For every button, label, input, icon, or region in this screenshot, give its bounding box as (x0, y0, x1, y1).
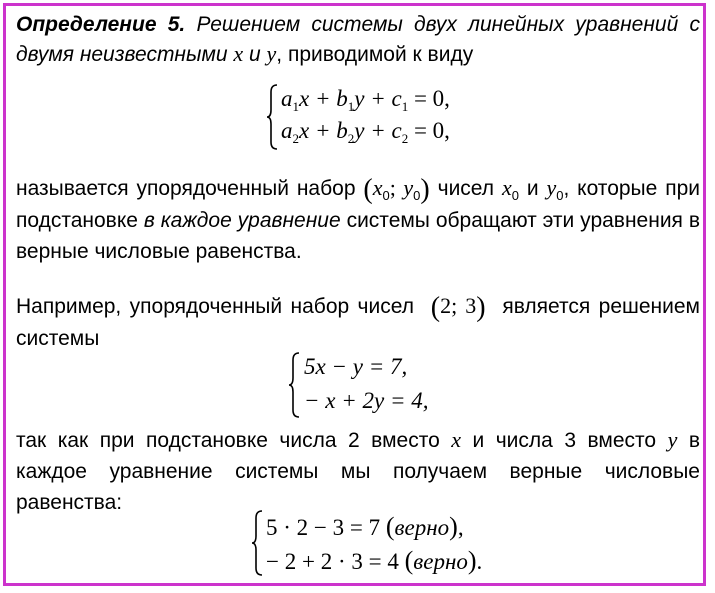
general-equation-2: $a_2x + b_2y + c_2 = 0$, (281, 118, 450, 146)
verification-system (250, 508, 490, 578)
left-brace-icon (287, 350, 301, 420)
emphasis-each-equation: в каждое уравнение (143, 209, 341, 232)
var-y: y (266, 41, 277, 66)
definition-tail: , приводимой к виду (276, 43, 474, 66)
example-equation-1: 5x − y = 7, (304, 354, 408, 379)
left-brace-icon (265, 82, 279, 152)
verification-equation-1: 5 · 2 − 3 = 7 (верно), (266, 512, 464, 541)
solution-paragraph: называется упорядоченный набор ($x_0$; $y_0$) чисел $x_0$ и $y_0$, которые при подстановке в каждое уравнение системы обращают эти уравнения в верные числовые равенства. (16, 174, 701, 263)
definition-paragraph (16, 10, 700, 69)
example-paragraph: Например, упорядоченный набор чисел (2; 3) является решением системы (16, 292, 700, 350)
example-equation-2: − x + 2y = 4, (304, 388, 429, 413)
verification-paragraph: так как при подстановке числа 2 вместо x и числа 3 вместо y в каждое уравнение системы мы получаем верные числовые равенства: (16, 427, 700, 514)
general-equation-1: $a_1x + b_1y + c_1 = 0$, (281, 86, 450, 114)
definition-label: Определение 5. (16, 13, 186, 36)
definition-lead: Решением системы двух линейных уравнений с двумя неизвестными (16, 13, 700, 66)
example-system (287, 350, 447, 420)
left-brace-icon (250, 508, 264, 578)
general-system (265, 82, 485, 152)
verification-equation-2: − 2 + 2 · 3 = 4 (верно). (266, 546, 483, 575)
var-x: x (233, 41, 244, 66)
definition-and: и (248, 43, 261, 66)
